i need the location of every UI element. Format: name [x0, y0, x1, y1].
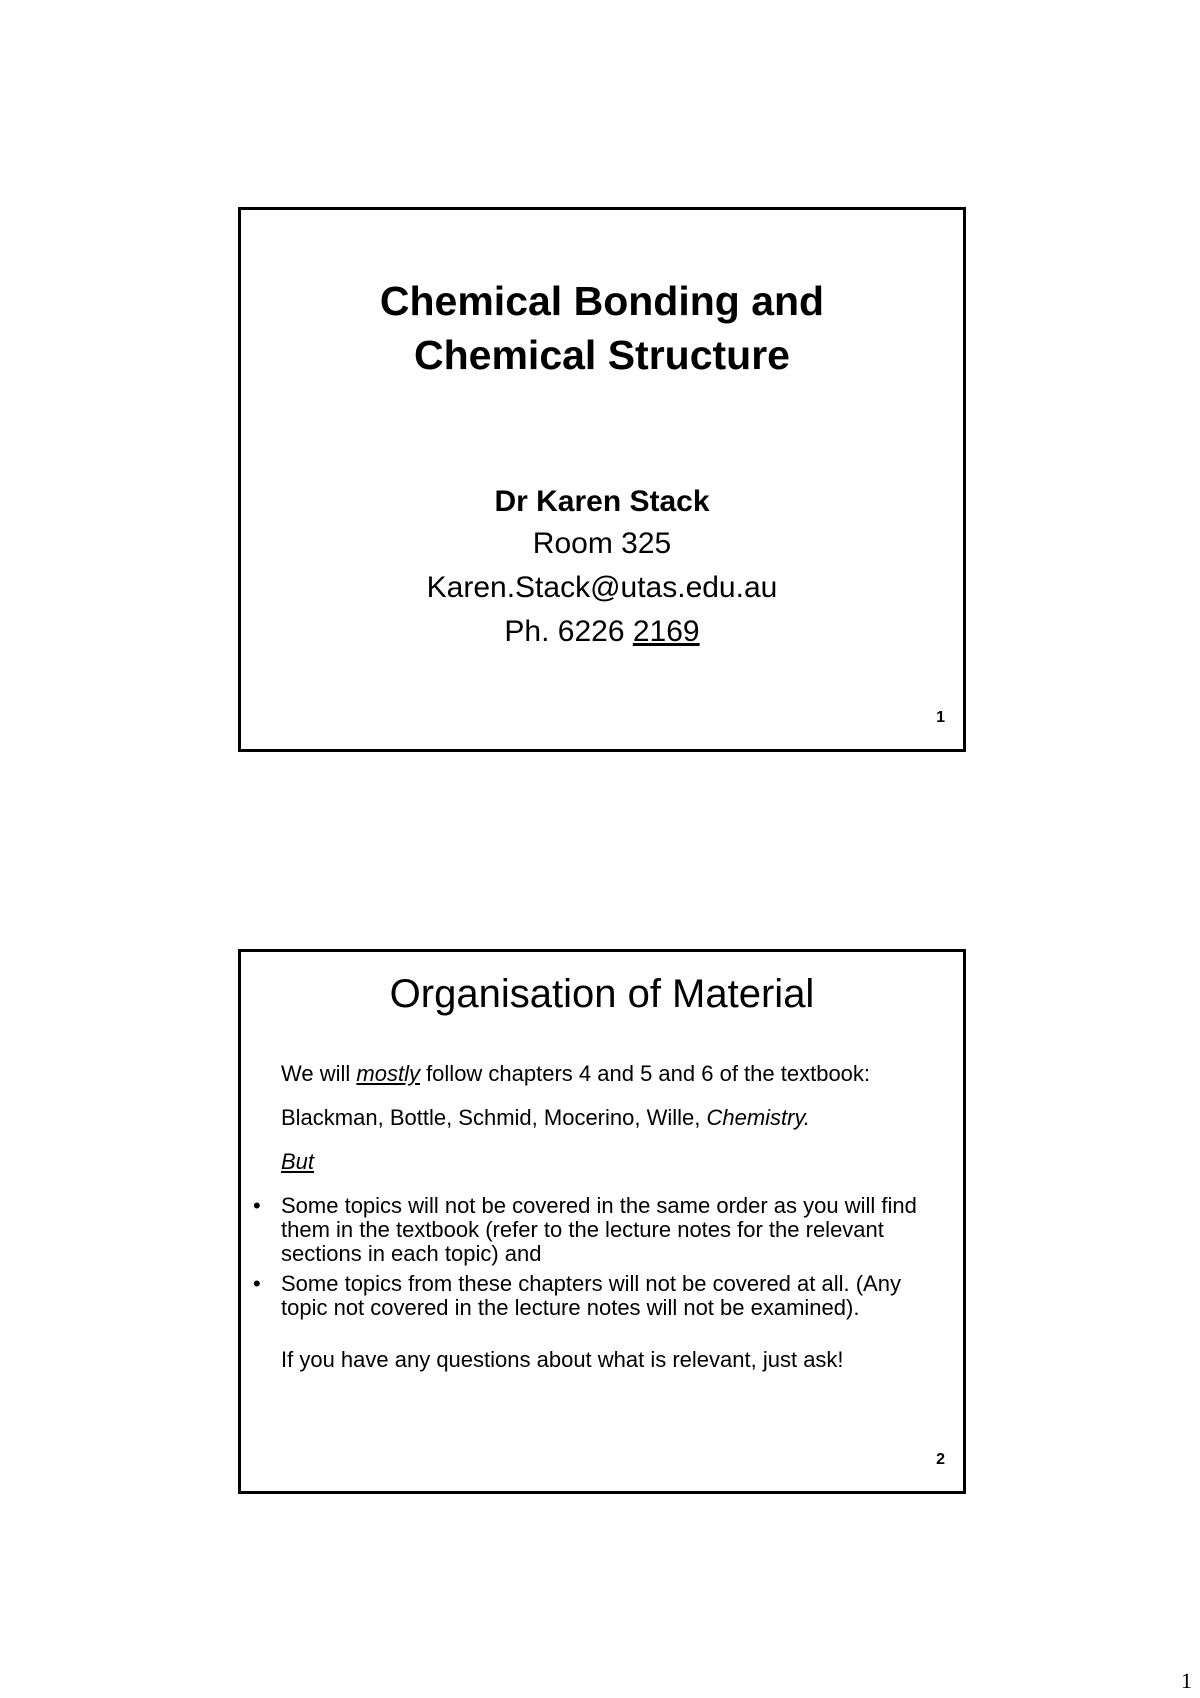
paragraph-textbook — [281, 1104, 945, 1132]
textbook-title: Chemistry. — [706, 1105, 810, 1130]
paragraph-closing: If you have any questions about what is relevant, just ask! — [281, 1347, 844, 1372]
page-number: 1 — [1181, 1668, 1192, 1693]
bullet-list — [241, 1194, 945, 1320]
paragraph-chapters — [281, 1060, 945, 1088]
author-name: Dr Karen Stack — [494, 485, 710, 518]
slide-number-1: 1 — [936, 709, 945, 726]
slide-2 — [238, 949, 966, 1494]
room: Room 325 — [532, 527, 672, 560]
textbook-authors: Blackman, Bottle, Schmid, Mocerino, Wille, — [281, 1105, 707, 1130]
list-item — [241, 1194, 945, 1266]
title-line-1: Chemical Bonding and — [379, 278, 825, 324]
bullet-text-2: Some topics from these chapters will not be covered at all. (Any topic not covered in the lecture notes will not be examined). — [281, 1271, 901, 1320]
slide-1 — [238, 207, 966, 752]
p1-pre: We will — [281, 1061, 357, 1086]
bullet-icon: • — [253, 1271, 261, 1296]
author-block — [241, 482, 963, 654]
p1-emphasis: mostly — [356, 1061, 420, 1086]
phone — [241, 610, 963, 654]
phone-extension: 2169 — [632, 615, 700, 648]
paragraph-but: But — [281, 1149, 315, 1174]
title-line-2: Chemical Structure — [414, 332, 790, 378]
slide-2-body — [253, 1060, 945, 1374]
bullet-text-1: Some topics will not be covered in the same order as you will find them in the textbook (refer to the lecture notes for the relevant sections in each topic) and — [281, 1193, 917, 1266]
bullet-icon: • — [253, 1193, 261, 1218]
slide-number-2: 2 — [936, 1451, 945, 1468]
slide-2-title: Organisation of Material — [389, 972, 815, 1016]
email: Karen.Stack@utas.edu.au — [426, 571, 778, 604]
phone-prefix: Ph. 6226 — [504, 615, 633, 648]
list-item — [241, 1272, 945, 1320]
slide-1-title — [241, 274, 963, 382]
p1-post: follow chapters 4 and 5 and 6 of the textbook: — [419, 1061, 871, 1086]
